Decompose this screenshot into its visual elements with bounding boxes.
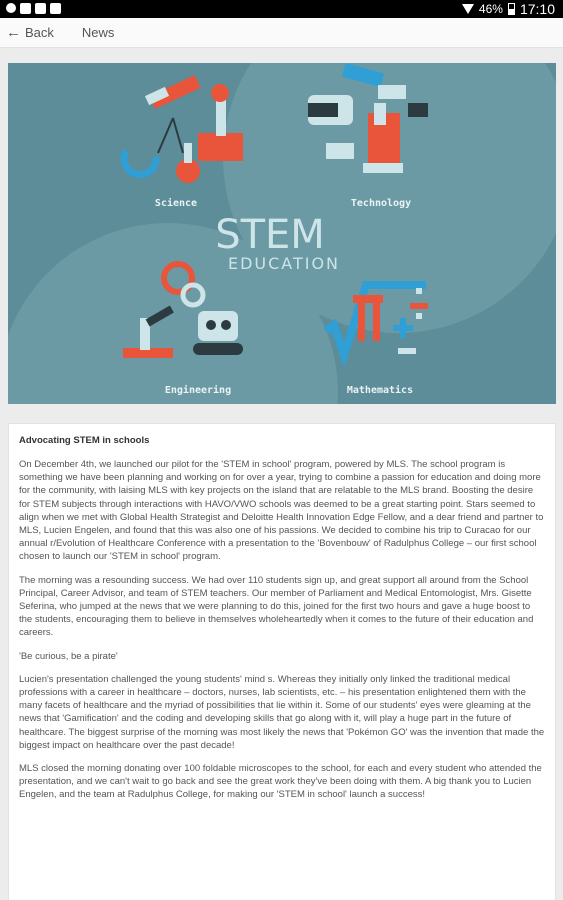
battery-percent: 46%: [478, 2, 503, 16]
notification-icon: [6, 3, 16, 13]
article-paragraph: MLS closed the morning donating over 100 foldable microscopes to the school, for each and every student who attended the presentation, and we can't wait to go back and see the great work they've been doing with them. A big thank you to Lucien Engelen, and the team at Radulphus College, for making our 'STEM in school' launch a success!: [19, 763, 542, 801]
status-bar: [0, 0, 563, 18]
article-heading: Advocating STEM in schools: [19, 435, 150, 446]
label-science: Science: [154, 198, 198, 209]
stem-illustration: [8, 63, 556, 404]
article-paragraph: On December 4th, we launched our pilot for the 'STEM in school' program, powered by MLS. The school program is something we have been planning and working on for over a year, trying to combine a passion for education and doing more for the community, with laising MLS with key projects on the island that are relatable to the MLS brand. Boosting the desire for STEM subjects through interactions with HAVO/VWO schools was deemed to be a great starting point. Stars seemed to align when we met with Global Health Strategist and Deloitte Health Innovation Edge Fellow, and a dear friend and partner to MLS, Lucien Engelen, and found that this was also one of his passions. We decided to combine his trip to Curacao for our annual r/Evolution of Healthcare Conference with a presentation to the 'Bovenbouw' of Radulphus College – our first school chosen to launch our 'STEM in school' program.: [19, 459, 544, 563]
label-mathematics: Mathematics: [346, 385, 414, 396]
hero-image: [8, 63, 556, 404]
back-label: Back: [25, 25, 54, 40]
battery-icon: [508, 3, 515, 15]
back-button[interactable]: [6, 24, 54, 41]
article-card: [8, 423, 556, 900]
hero-title: STEM: [215, 212, 325, 258]
wifi-icon: [462, 4, 474, 14]
arrow-left-icon: ←: [6, 24, 21, 41]
hero-subtitle: EDUCATION: [227, 254, 341, 273]
chat-icon: [50, 3, 61, 14]
label-technology: Technology: [350, 198, 412, 209]
message-icon: [35, 3, 46, 14]
app-bar: [0, 18, 563, 48]
gallery-icon: [20, 3, 31, 14]
article-paragraph: Lucien's presentation challenged the young students' mind s. Whereas they initially only linked the traditional medical professions with a career in healthcare – doctors, nurses, lab scientists, etc. – his presentation enlightened them with the many facets of healthcare and the myriad of possibilities that lie within it. Some of our students' eyes were gleaming at the news that 'Gamification' and the coding and developing skills that go along with it, will play a huge part in the future of healthcare. The biggest surprise of the morning was most likely the news that 'Pokémon GO' was the invention that made the biggest impact on healthcare over the past decade!: [19, 673, 545, 751]
label-engineering: Engineering: [164, 385, 232, 396]
notification-icons: [6, 3, 61, 14]
article-paragraph: The morning was a resounding success. We had over 110 students sign up, and great support all around from the School Principal, Career Advisor, and team of STEM teachers. Our member of Parliament and Medical Entomologist, Mrs. Gisette Seferina, who jumped at the news that we were planning to do this, joined for the first two hours and gave a huge boost to the students, encouraging them to believe in themselves wholeheartedly when it comes to the future of their education and careers.: [19, 574, 534, 639]
page-title: News: [81, 25, 115, 40]
system-status: [462, 1, 555, 17]
clock: 17:10: [519, 1, 555, 17]
article-quote: 'Be curious, be a pirate': [19, 650, 118, 662]
